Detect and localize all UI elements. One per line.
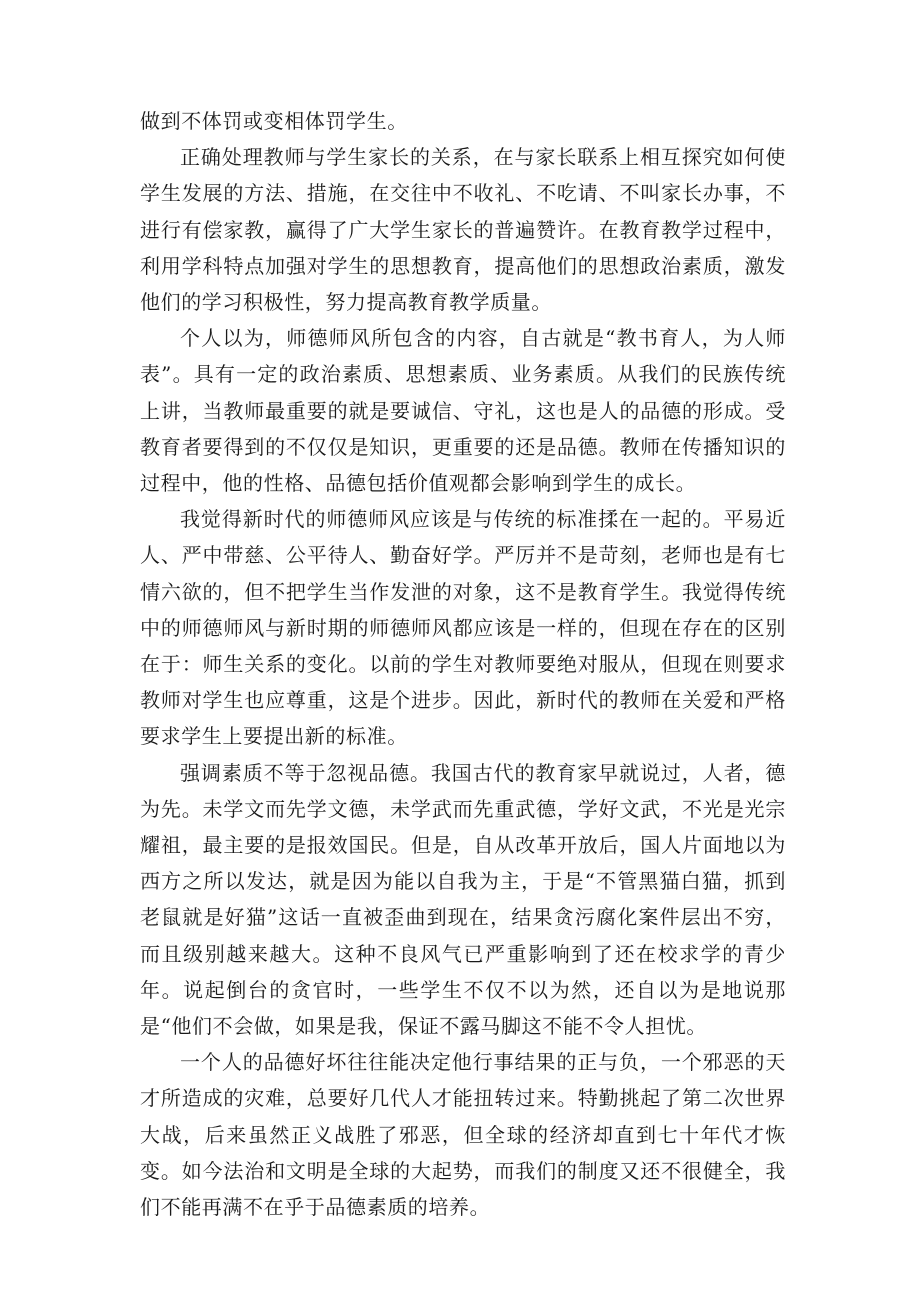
paragraph: 强调素质不等于忽视品德。我国古代的教育家早就说过，人者，德为先。未学文而先学文德，未学武而先重武德，学好文武，不光是光宗耀祖，最主要的是报效国民。但是，自从改革开放后，国人片面地以为西方之所以发达，就是因为能以自我为主，于是“不管黑猫白猫，抓到老鼠就是好猫”这话一直被歪曲到现在，结果贪污腐化案件层出不穷，而且级别越来越大。这种不良风气已严重影响到了还在校求学的青少年。说起倒台的贪官时，一些学生不仅不以为然，还自以为是地说那是“他们不会做，如果是我，保证不露马脚这不能不令人担忧。 bbox=[140, 760, 786, 1039]
document-body bbox=[140, 103, 786, 1225]
paragraph: 一个人的品德好坏往往能决定他行事结果的正与负，一个邪恶的天才所造成的灾难，总要好几代人才能扭转过来。特勤挑起了第二次世界大战，后来虽然正义战胜了邪恶，但全球的经济却直到七十年代才恢变。如今法治和文明是全球的大起势，而我们的制度又还不很健全，我们不能再满不在乎于品德素质的培养。 bbox=[140, 1050, 786, 1220]
paragraph: 个人以为，师德师风所包含的内容，自古就是“教书育人，为人师表”。具有一定的政治素质、思想素质、业务素质。从我们的民族传统上讲，当教师最重要的就是要诚信、守礼，这也是人的品德的形成。受教育者要得到的不仅仅是知识，更重要的还是品德。教师在传播知识的过程中，他的性格、品德包括价值观都会影响到学生的成长。 bbox=[140, 326, 786, 496]
paragraph-continued: 做到不体罚或变相体罚学生。 bbox=[140, 109, 408, 133]
paragraph: 我觉得新时代的师德师风应该是与传统的标准揉在一起的。平易近人、严中带慈、公平待人、勤奋好学。严厉并不是苛刻，老师也是有七情六欲的，但不把学生当作发泄的对象，这不是教育学生。我觉得传统中的师德师风与新时期的师德师风都应该是一样的，但现在存在的区别在于：师生关系的变化。以前的学生对教师要绝对服从，但现在则要求教师对学生也应尊重，这是个进步。因此，新时代的教师在关爱和严格要求学生上要提出新的标准。 bbox=[140, 507, 786, 749]
paragraph: 正确处理教师与学生家长的关系，在与家长联系上相互探究如何使学生发展的方法、措施，在交往中不收礼、不吃请、不叫家长办事，不进行有偿家教，赢得了广大学生家长的普遍赞许。在教育教学过程中，利用学科特点加强对学生的思想教育，提高他们的思想政治素质，激发他们的学习积极性，努力提高教育教学质量。 bbox=[140, 145, 786, 315]
